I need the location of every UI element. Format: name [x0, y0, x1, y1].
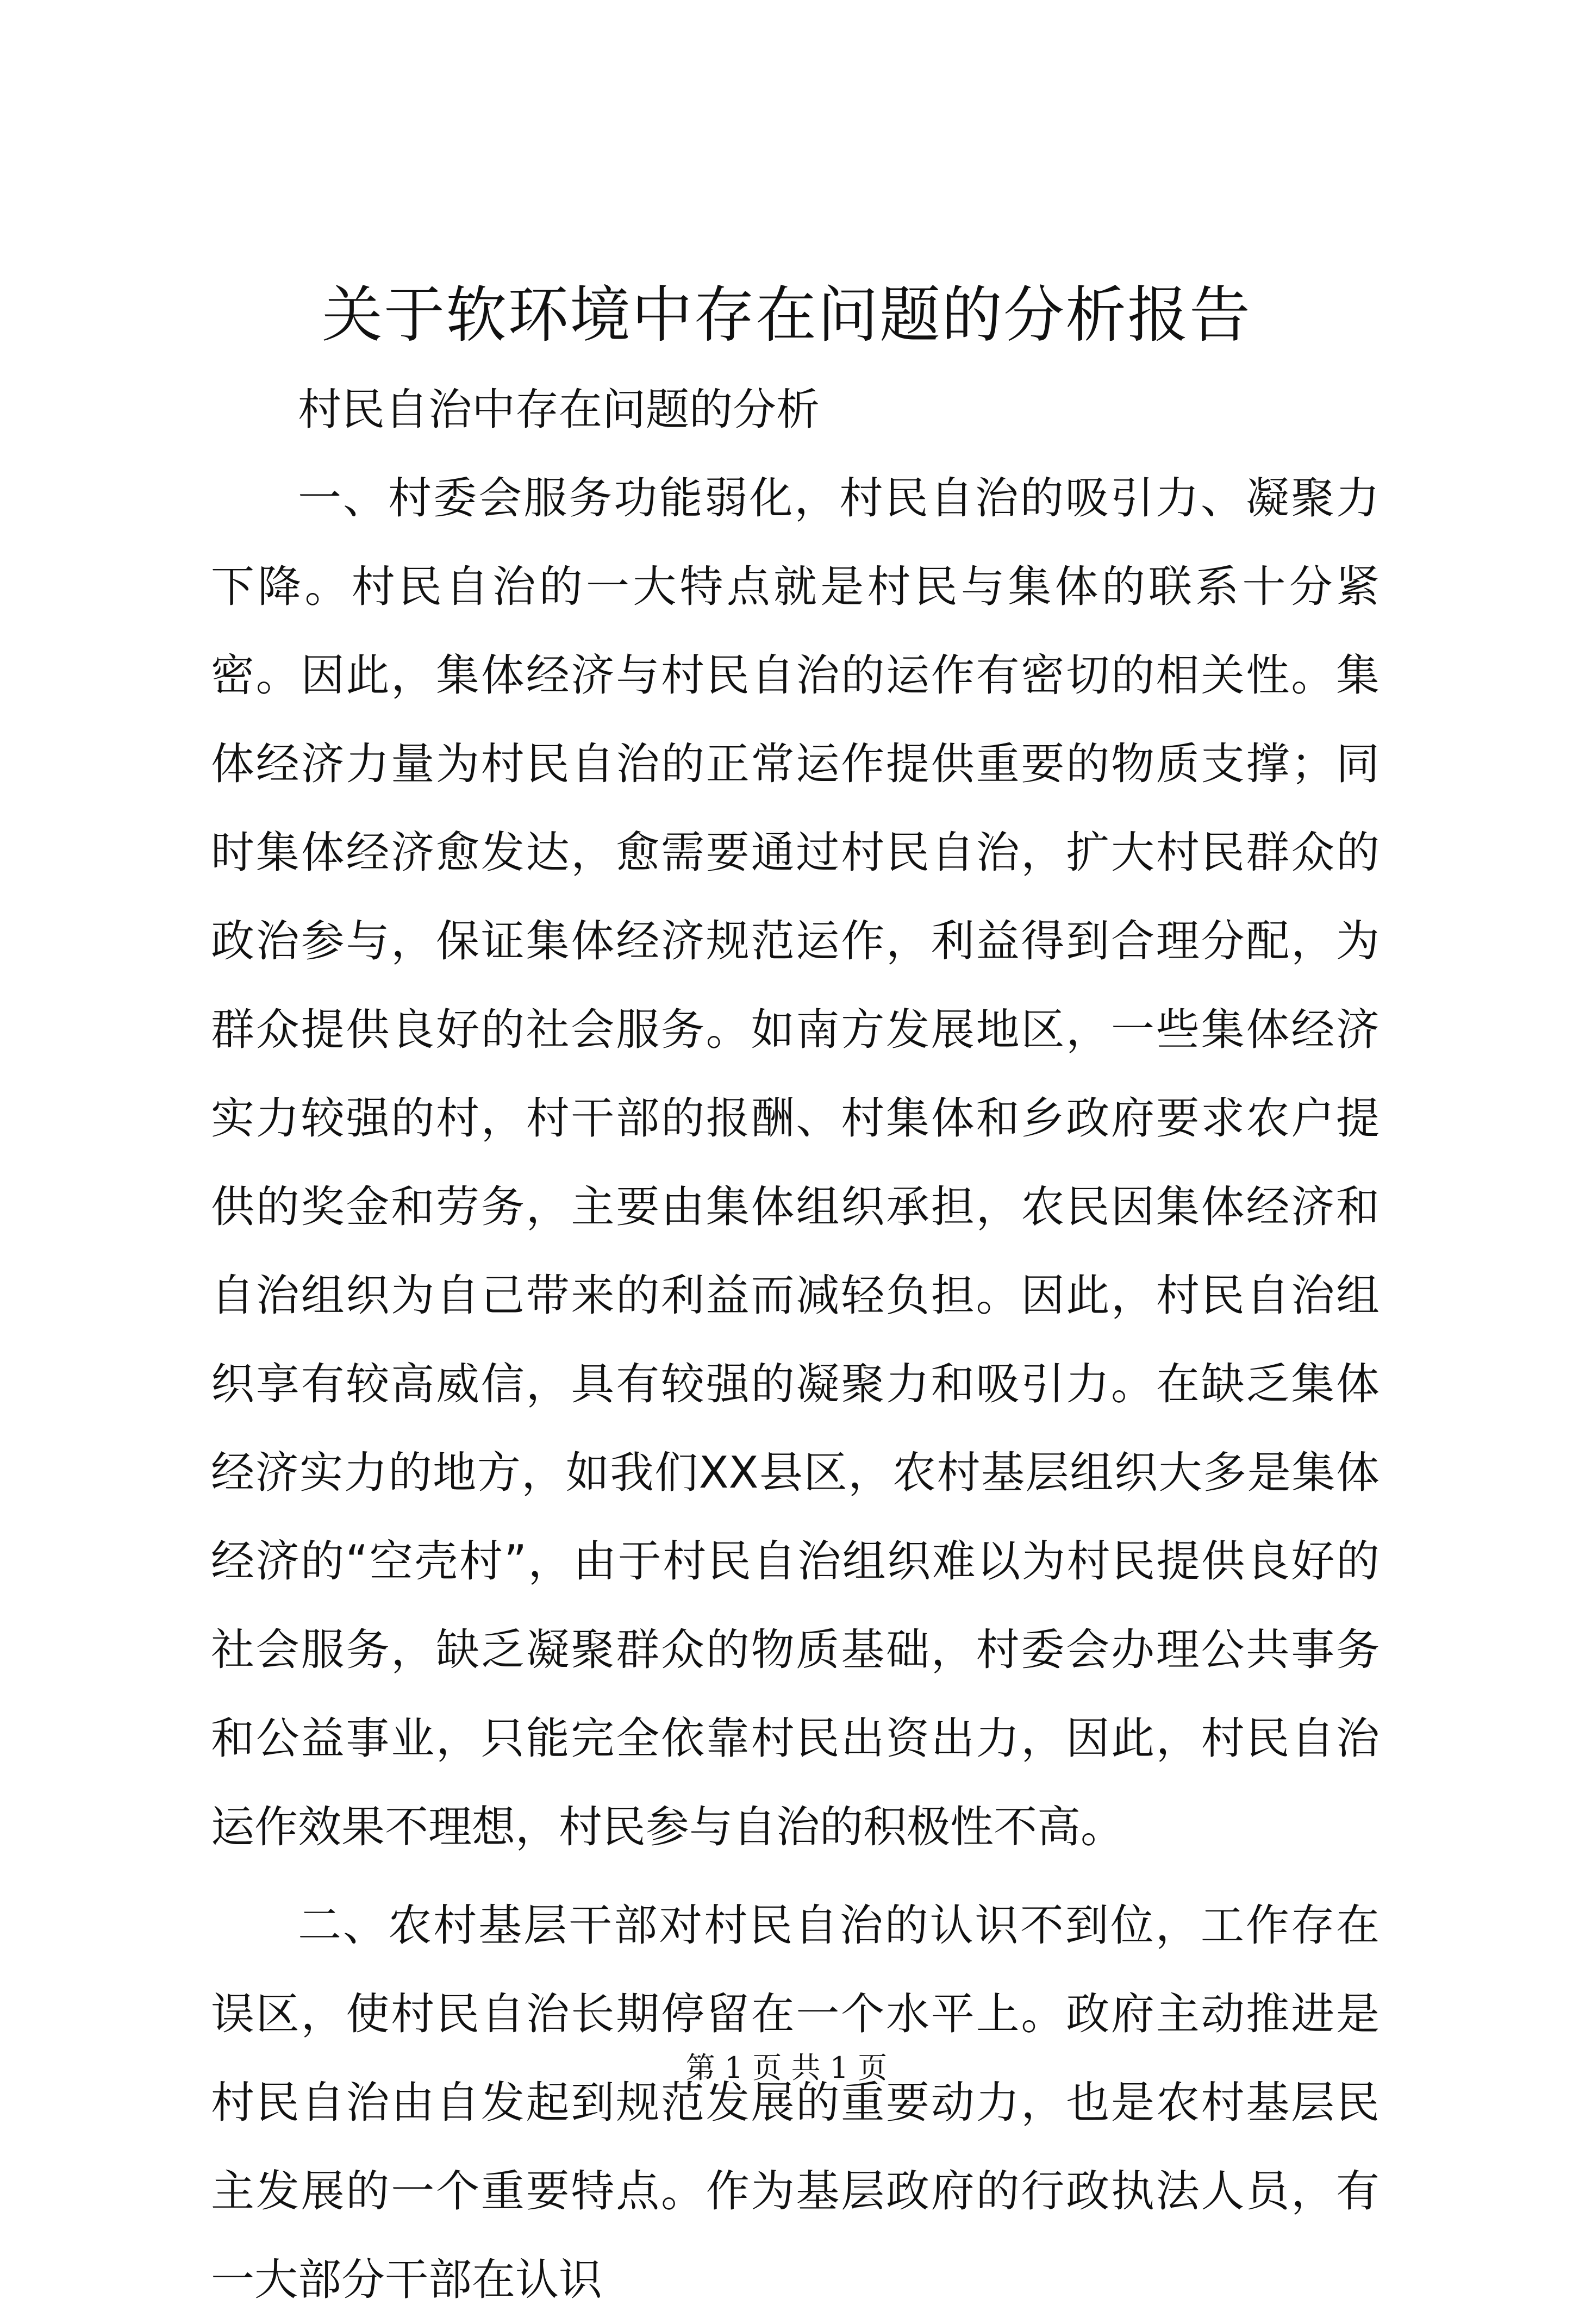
- paragraph-section-two: 二、农村基层干部对村民自治的认识不到位，工作存在误区，使村民自治长期停留在一个水平上。政府主动推进是村民自治由自发起到规范发展的重要动力，也是农村基层民主发展的一个重要特点。作为基层政府的行政执法人员，有一大部分干部在认识: [211, 1900, 1380, 2305]
- document-title: 关于软环境中存在问题的分析报告: [322, 280, 1251, 351]
- page-footer: 第 1 页 共 1 页: [685, 2051, 888, 2085]
- paragraph-section-one: 一、村委会服务功能弱化，村民自治的吸引力、凝聚力下降。村民自治的一大特点就是村民与集体的联系十分紧密。因此，集体经济与村民自治的运作有密切的相关性。集体经济力量为村民自治的正常运作提供重要的物质支撑；同时集体经济愈发达，愈需要通过村民自治，扩大村民群众的政治参与，保证集体经济规范运作，利益得到合理分配，为群众提供良好的社会服务。如南方发展地区，一些集体经济实力较强的村，村干部的报酬、村集体和乡政府要求农户提供的奖金和劳务，主要由集体组织承担，农民因集体经济和自治组织为自己带来的利益而减轻负担。因此，村民自治组织享有较高威信，具有较强的凝聚力和吸引力。在缺乏集体经济实力的地方，如我们XX县区，农村基层组织大多是集体经济的“空壳村”，由于村民自治组织难以为村民提供良好的社会服务，缺乏凝聚群众的物质基础，村委会办理公共事务和公益事业，只能完全依靠村民出资出力，因此，村民自治运作效果不理想，村民参与自治的积极性不高。: [211, 473, 1380, 1852]
- document-body: [211, 365, 1380, 2324]
- paragraph-subtitle: 村民自治中存在问题的分析: [298, 384, 820, 435]
